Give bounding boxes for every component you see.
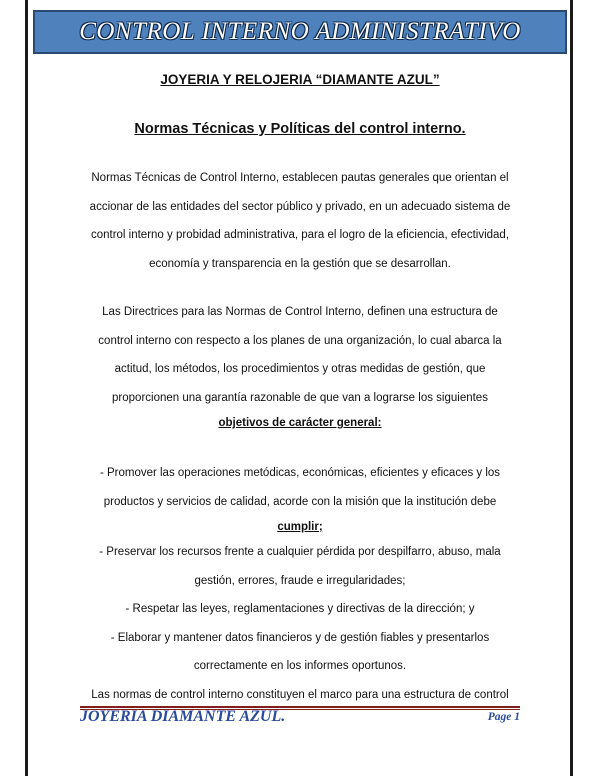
company-name: JOYERIA Y RELOJERIA “DIAMANTE AZUL” [160, 72, 440, 87]
paragraph-line: proporcionen una garantía razonable de que van a lograrse los siguientes [112, 391, 488, 404]
objectives-list [80, 459, 520, 709]
paragraph-line: economía y transparencia en la gestión que se desarrollan. [149, 257, 451, 270]
header-title: CONTROL INTERNO ADMINISTRATIVO [79, 18, 521, 45]
paragraph-line: Normas Técnicas de Control Interno, establecen pautas generales que orientan el [91, 172, 509, 184]
list-line: Las normas de control interno constituyen el marco para una estructura de control [91, 688, 509, 701]
list-line: gestión, errores, fraude e irregularidades; [194, 574, 406, 587]
list-line: - Promover las operaciones metódicas, económicas, eficientes y eficaces y los [99, 467, 501, 479]
list-line: - Elaborar y mantener datos financieros y de gestión fiables y presentarlos [110, 631, 490, 644]
cumplir-emphasis: cumplir; [277, 521, 323, 533]
footer-company: JOYERIA DIAMANTE AZUL. [80, 708, 286, 725]
objectives-heading: objetivos de carácter general: [218, 417, 382, 429]
paragraph-line: accionar de las entidades del sector público y privado, en un adecuado sistema de [89, 200, 511, 213]
header-banner [33, 10, 567, 54]
list-line: correctamente en los informes oportunos. [193, 660, 407, 672]
paragraph-1 [80, 164, 520, 278]
page-number: Page 1 [487, 711, 520, 723]
paragraph-line: actitud, los métodos, los procedimientos y otras medidas de gestión, que [114, 363, 486, 375]
section-title: Normas Técnicas y Políticas del control interno. [134, 121, 466, 137]
paragraph-line: control interno con respecto a los planes de una organización, lo cual abarca la [98, 334, 502, 347]
list-line: productos y servicios de calidad, acorde con la misión que la institución debe [103, 495, 497, 508]
paragraph-line: Las Directrices para las Normas de Control Interno, definen una estructura de [102, 306, 498, 318]
paragraph-line: control interno y probidad administrativa, para el logro de la eficiencia, efectividad, [90, 229, 510, 241]
paragraph-2 [80, 298, 520, 434]
list-line: - Preservar los recursos frente a cualquier pérdida por despilfarro, abuso, mala [99, 546, 501, 558]
list-line: - Respetar las leyes, reglamentaciones y directivas de la dirección; y [125, 603, 475, 615]
